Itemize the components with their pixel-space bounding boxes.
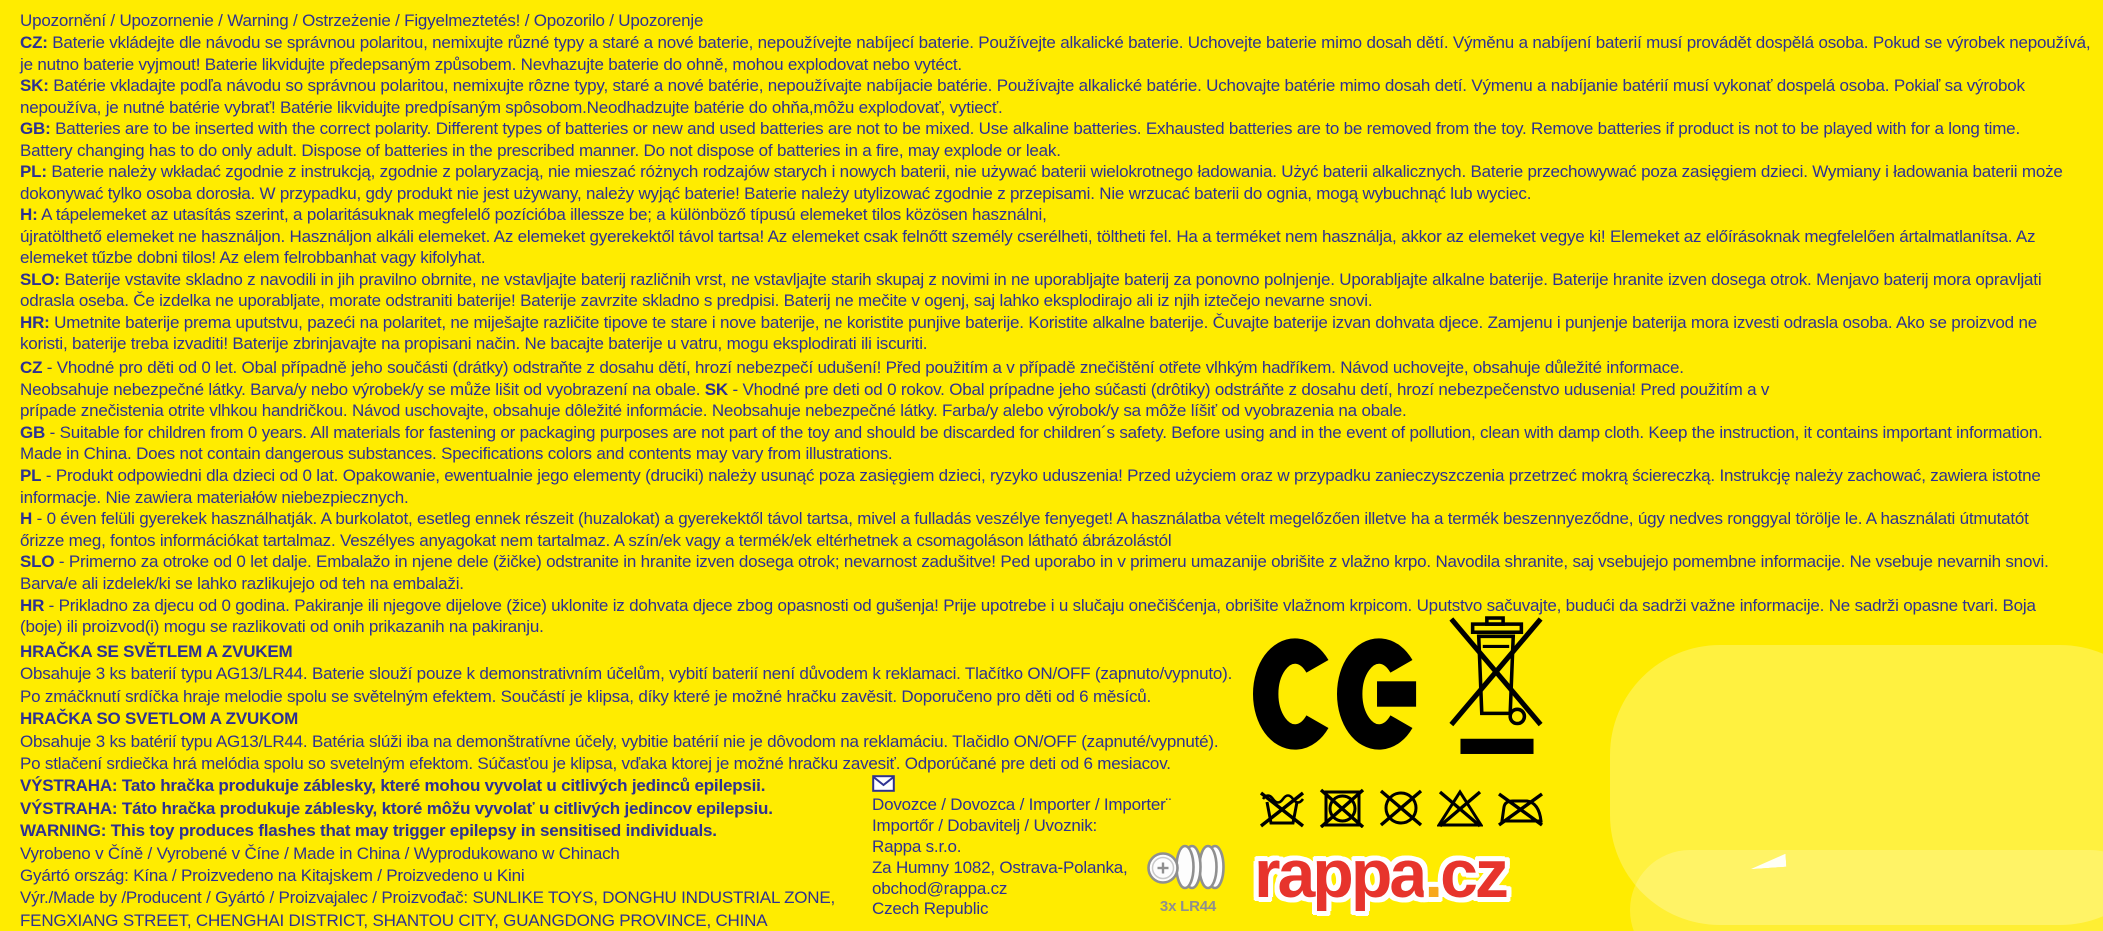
text-line: H - 0 éven felüli gyerekek használhatják. A burkolatot, esetleg ennek részeit (huzalokat) a gyerekektől távol tartsa, mivel a fulladás veszélye fenyeget! A használatba vételt megelőzően illetve ha a termék beszennyeződne, úgy nedves ronggyal törölje le. A használati útmutatót bbox=[20, 509, 2029, 529]
text-line: HRAČKA SO SVETLOM A ZVUKOM bbox=[20, 709, 299, 729]
importer-line: Dovozce / Dovozca / Importer / Importer¨ bbox=[872, 795, 1172, 814]
text-line: Neobsahuje nebezpečné látky. Barva/y nebo výrobek/y se může lišit od vyobrazení na obale. SK - Vhodné pre deti od 0 rokov. Obal prípadne jeho súčasti (drôtiky) odstráňte z dosahu detí, hrozí nebezpečenstvo udusenia! Pred použitím a v bbox=[20, 379, 1770, 399]
text-line: SLO: Baterije vstavite skladno z navodili in jih pravilno obrnite, ne vstavljajte baterij različnih vrst, ne vstavljajte starih skupaj z novimi in ne uporabljajte baterij za ponovno polnjenje. Uporabljajte alkalne baterije. Baterije hranite izven dosega otrok. Menjavo baterij mora opravljati bbox=[20, 269, 2042, 289]
battery-warning-section bbox=[20, 32, 2090, 355]
text-line: Barva/e ali izdelek/ki se lahko razlikujejo od teh na embalaži. bbox=[20, 573, 464, 593]
text-line: Vyrobeno v Číně / Vyrobené v Číne / Made in China / Wyprodukowano w Chinach bbox=[20, 843, 620, 863]
print-highlight bbox=[1610, 645, 2103, 925]
rappa-logo bbox=[1254, 834, 1506, 914]
safety-info-section bbox=[20, 357, 2049, 638]
ce-mark-icon bbox=[1252, 636, 1420, 752]
text-line: CZ - Vhodné pro děti od 0 let. Obal případně jeho součásti (drátky) odstraňte z dosahu dětí, hrozí nebezpečí udušení! Před použitím a v případě znečištění otřete vlhkým hadříkem. Návod uchovejte, obsahuje důležité informace. bbox=[20, 358, 1684, 377]
do-not-dry-clean-icon bbox=[1378, 788, 1424, 828]
do-not-iron-icon bbox=[1496, 788, 1544, 828]
importer-line: Rappa s.r.o. bbox=[872, 836, 962, 856]
text-line: HR: Umetnite baterije prema uputstvu, pazeći na polaritet, ne miješajte različite tipove te stare i nove baterije, ne koristite punjive baterije. Koristite alkalne baterije. Čuvajte baterije izvan dohvata djece. Zamjenu i punjenje baterija mora izvesti odrasla osoba. Ako se proizvod ne bbox=[20, 312, 2037, 332]
text-line: Výr./Made by /Producent / Gyártó / Proizvajalec / Proizvođač: SUNLIKE TOYS, DONGHU INDUSTRIAL ZONE, bbox=[20, 888, 836, 908]
envelope-icon bbox=[872, 775, 895, 792]
text-line: HR - Prikladno za djecu od 0 godina. Pakiranje ili njegove dijelove (žice) uklonite iz dohvata djece zbog opasnosti od gušenja! Prije upotrebe i u slučaju onečišćenja, obrišite vlažnom krpicom. Uputstvo sačuvajte, budući da sadrži važne informacije. Ne sadrži opasne tvari. Boja bbox=[20, 595, 2036, 615]
coin-batteries-icon bbox=[1146, 840, 1230, 896]
do-not-wash-icon bbox=[1258, 788, 1306, 828]
battery-type-label: 3x LR44 bbox=[1159, 898, 1217, 915]
text-line: prípade znečistenia otrite vlhkou handričkou. Návod uschovajte, obsahuje dôležité informácie. Neobsahuje nebezpečné látky. Farba/y alebo výrobok/y sa môže líšiť od vyobrazenia na obale. bbox=[20, 401, 1407, 421]
text-line: Obsahuje 3 ks baterií typu AG13/LR44. Baterie slouží pouze k demonstrativním účelům, vybití baterií není důvodem k reklamaci. Tlačítko ON/OFF (zapnuto/vypnuto). bbox=[20, 664, 1233, 684]
print-highlight bbox=[1750, 854, 1787, 869]
text-line: SLO - Primerno za otroke od 0 let dalje. Embalažo in njene dele (žičke) odstranite in hranite izven dosega otrok; nevarnost zadušitve! Ped uporabo in v primeru umazanije obrišite z vlažno krpo. Navodila shranite, saj vsebujejo pomembne informacije. Ne vsebuje nevarnih snovi. bbox=[20, 552, 2049, 572]
text-line: Made in China. Does not contain dangerous substances. Specifications colors and contents may vary from illustrations. bbox=[20, 444, 893, 464]
importer-line: obchod@rappa.cz bbox=[872, 878, 1008, 898]
do-not-bleach-icon bbox=[1437, 788, 1483, 828]
do-not-tumble-dry-icon bbox=[1319, 788, 1365, 828]
importer-line: Za Humny 1082, Ostrava-Polanka, bbox=[872, 857, 1128, 877]
text-line: koristi, baterije treba izvaditi! Baterije zbrinjavajte na propisani način. Ne bacajte baterije u vatru, mogu eksplodirati ili iscuriti. bbox=[20, 334, 928, 353]
text-line: (boje) ili proizvod(i) mogu se razlikovati od onih prikazanih na pakiranju. bbox=[20, 617, 544, 637]
logo-dot: . bbox=[1424, 836, 1441, 912]
text-line: Po stlačení srdiečka hrá melódia spolu so svetelným efektom. Súčasťou je klipsa, vďaka ktorej je možné hračku zavesiť. Odporúčané pre deti od 6 mesiacov. bbox=[20, 753, 1171, 773]
text-line: Gyártó ország: Kína / Proizvedeno na Kitajskem / Proizvedeno u Kini bbox=[20, 865, 525, 885]
text-line: CZ: Baterie vkládejte dle návodu se správnou polaritou, nemixujte různé typy a staré a nové baterie, nepoužívejte nabíjecí baterie. Používejte alkalické baterie. Uchovejte baterie mimo dosah dětí. Výměnu a nabíjení baterií musí provádět dospělá osoba. Pokud se výrobek nepoužívá, bbox=[20, 33, 2091, 52]
weee-crossed-bin-icon bbox=[1448, 616, 1546, 756]
importer-block bbox=[872, 775, 1171, 920]
text-line: PL: Baterie należy wkładać zgodnie z instrukcją, zgodnie z polaryzacją, nie mieszać różnych rodzajów starych i nowych baterii, nie używać baterii wielokrotnego ładowania. Użyć baterii alkalicznych. Baterie przechowywać poza zasięgiem dzieci. Wymiany i ładowania baterii może bbox=[20, 162, 2063, 181]
care-symbols-row bbox=[1258, 788, 1544, 828]
battery-info bbox=[1146, 840, 1230, 915]
text-line: H: A tápelemeket az utasítás szerint, a polaritásuknak megfelelő pozícióba illessze be; a különböző típusú elemeket tilos közösen használni, bbox=[20, 205, 1047, 224]
text-line: WARNING: This toy produces flashes that may trigger epilepsy in sensitised individuals. bbox=[20, 821, 717, 841]
text-line: HRAČKA SE SVĚTLEM A ZVUKEM bbox=[20, 642, 293, 661]
importer-line: Importőr / Dobavitelj / Uvoznik: bbox=[872, 815, 1098, 835]
text-line: je nutno baterie vyjmout! Baterie likvidujte předepsaným způsobem. Nevhazujte baterie do ohně, mohou explodovat nebo vytéct. bbox=[20, 54, 962, 74]
text-line: dokonywać tylko osoba dorosła. W przypadku, gdy produkt nie jest używany, należy wyjąć baterie! Baterie należy utylizować zgodnie z przepisami. Nie wrzucać baterii do ognia, mogą wybuchnąć lub wyciec. bbox=[20, 183, 1532, 203]
text-line: őrizze meg, fontos információkat tartalmaz. Veszélyes anyagokat nem tartalmaz. A szín/ek vagy a termék/ek eltérhetnek a csomagoláson látható ábrázolástól bbox=[20, 530, 1172, 550]
importer-line: Czech Republic bbox=[872, 899, 989, 919]
text-line: újratölthető elemeket ne használjon. Használjon alkáli elemeket. Az elemeket gyerekektől távol tartsa! Az elemeket csak felnőtt személy cserélheti, töltheti fel. Ha a terméket nem használja, akkor az elemeket vegye ki! Elemeket az előírásoknak megfelelően ártalmatlanítsa. Az bbox=[20, 226, 2036, 246]
print-highlight bbox=[1630, 850, 2103, 931]
text-line: SK: Batérie vkladajte podľa návodu so správnou polaritou, nemixujte rôzne typy, staré a nové batérie, nepoužívajte nabíjacie batérie. Používajte alkalické batérie. Uchovajte batérie mimo dosah detí. Výmenu a nabíjanie batérií musí vykonať dospelá osoba. Pokiaľ sa výrobok bbox=[20, 76, 2025, 95]
logo-word-cz: cz bbox=[1440, 836, 1506, 912]
text-line: informacje. Nie zawiera materiałów niebezpiecznych. bbox=[20, 487, 409, 507]
text-line: Po zmáčknutí srdíčka hraje melodie spolu se světelným efektem. Součástí je klipsa, díky které je možné hračku zavěsit. Doporučeno pro děti od 6 měsíců. bbox=[20, 686, 1152, 706]
text-line: VÝSTRAHA: Tato hračka produkuje záblesky, které mohou vyvolat u citlivých jedinců epilepsii. bbox=[20, 776, 766, 796]
text-line: VÝSTRAHA: Táto hračka produkuje záblesky, ktoré môžu vyvolať u citlivých jedincov epilepsiu. bbox=[20, 798, 773, 818]
text-line: elemeket tűzbe dobni tilos! Az elem felrobbanhat vagy kifolyhat. bbox=[20, 248, 486, 267]
text-line: GB: Batteries are to be inserted with the correct polarity. Different types of batteries or new and used batteries are not to be mixed. Use alkaline batteries. Exhausted batteries are to be removed from the toy. Remove batteries if product is not to be played with for a long time. bbox=[20, 119, 2020, 138]
text-line: Battery changing has to do only adult. Dispose of batteries in the prescribed manner. Do not dispose of batteries in a fire, may explode or leak. bbox=[20, 140, 1061, 160]
text-line: nepoužíva, je nutné batérie vybrať! Batérie likvidujte predpísaným spôsobom.Neodhadzujte batérie do ohňa,môžu explodovať, vytiecť. bbox=[20, 97, 1003, 117]
text-line: GB - Suitable for children from 0 years. All materials for fastening or packaging purposes are not part of the toy and should be discarded for children´s safety. Before using and in the event of pollution, clean with damp cloth. Keep the instruction, it contains important information. bbox=[20, 422, 2043, 442]
text-line: Obsahuje 3 ks batérií typu AG13/LR44. Batéria slúži iba na demonštratívne účely, vybitie batérií nie je dôvodom na reklamáciu. Tlačidlo ON/OFF (zapnuté/vypnuté). bbox=[20, 731, 1219, 751]
logo-word-rappa: rappa bbox=[1254, 836, 1425, 912]
text-line: FENGXIANG STREET, CHENGHAI DISTRICT, SHANTOU CITY, GUANGDONG PROVINCE, CHINA bbox=[20, 910, 768, 930]
text-line: PL - Produkt odpowiedni dla dzieci od 0 lat. Opakowanie, ewentualnie jego elementy (druciki) należy usunąć poza zasięgiem dzieci, ryzyko uduszenia! Przed użyciem oraz w przypadku zanieczyszczenia przetrzeć mokrą ściereczką. Instrukcję należy zachować, zawiera istotne bbox=[20, 465, 2041, 485]
text-line: odrasla oseba. Če izdelka ne uporabljate, morate odstraniti baterije! Baterije zavrzite skladno s predpisi. Baterij ne mečite v ogenj, saj lahko eksplodirajo ali iz njih iztečejo nevarne snovi. bbox=[20, 291, 1373, 310]
warning-title: Upozornění / Upozornenie / Warning / Ostrzeżenie / Figyelmeztetés! / Opozorilo / Upozorenje bbox=[20, 11, 704, 30]
